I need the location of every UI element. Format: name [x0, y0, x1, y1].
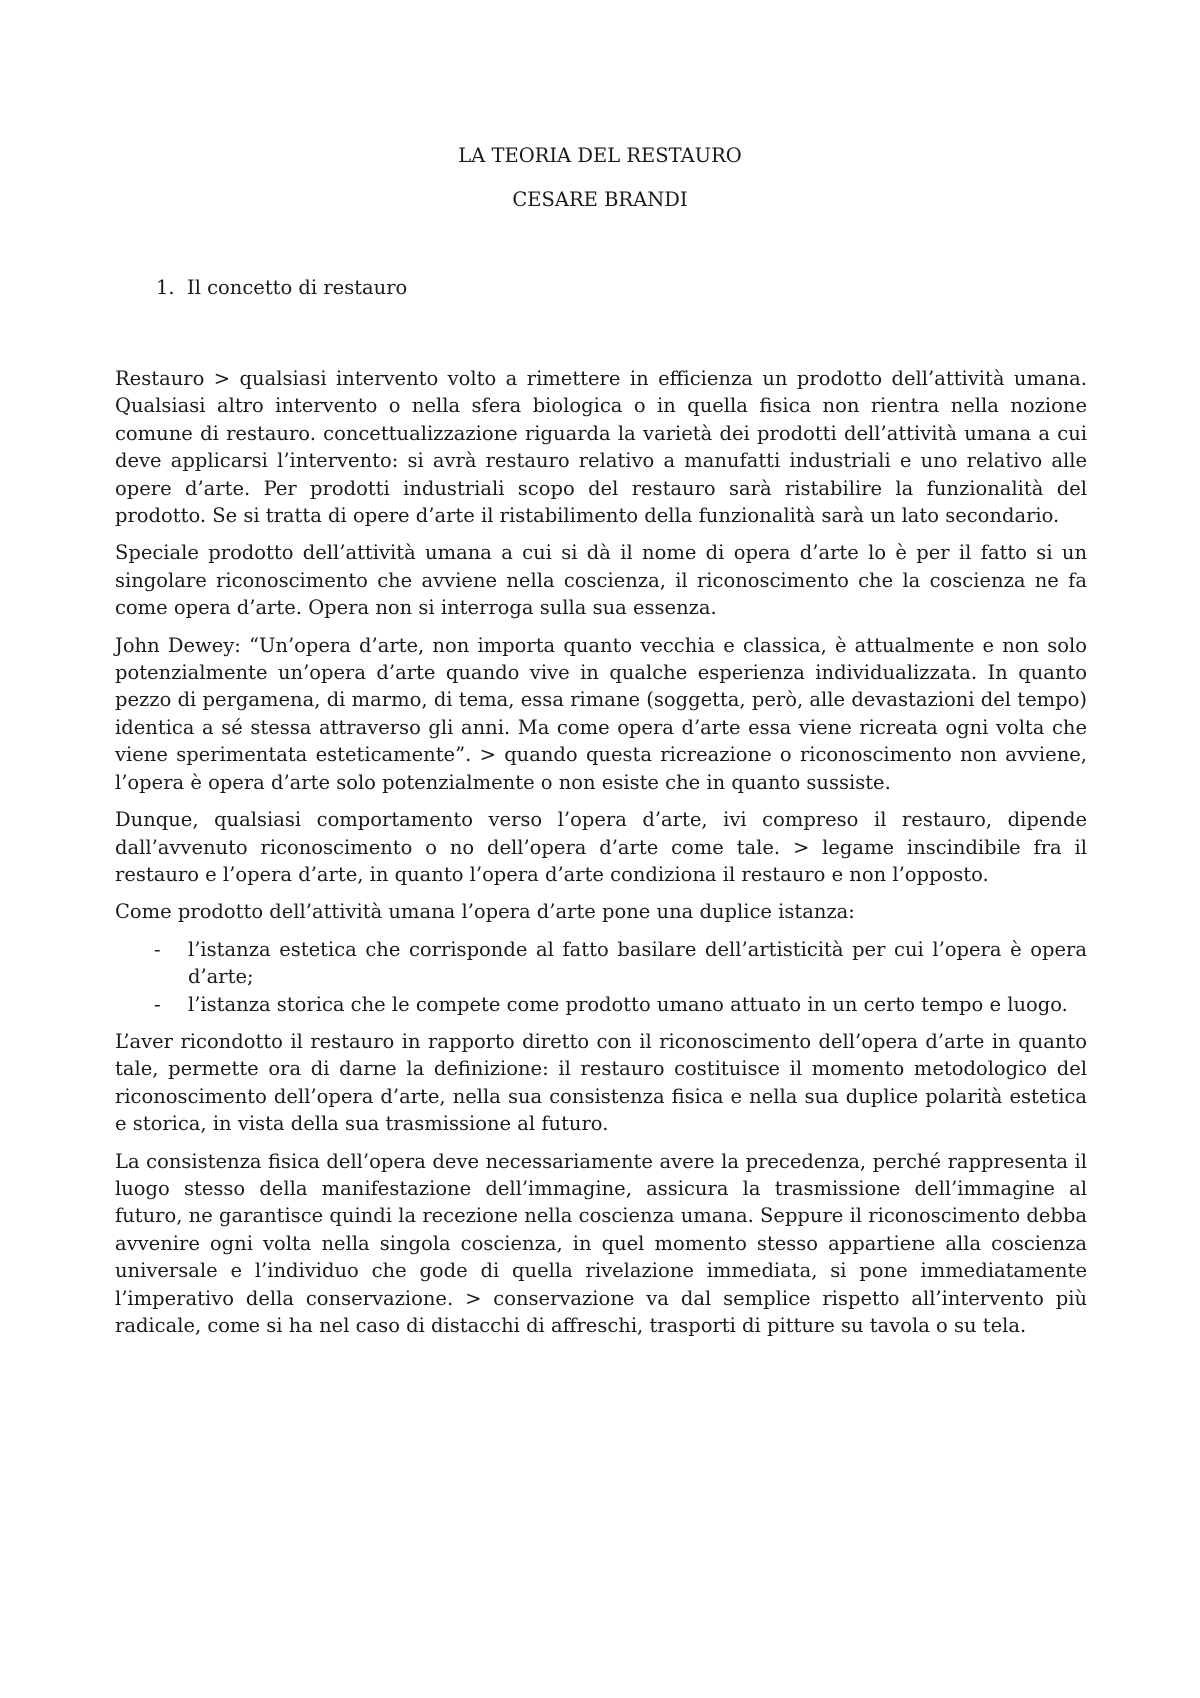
paragraph: Come prodotto dell’attività umana l’opera d’arte pone una duplice istanza: — [115, 900, 855, 924]
instance-list — [115, 936, 1087, 1018]
paragraph: Restauro > qualsiasi intervento volto a rimettere in efficienza un prodotto dell’attività umana. Qualsiasi altro intervento o nella sfera biologica o in quella fisica non rientra nella nozione comune di restauro. concettualizzazione riguarda la varietà dei prodotti dell’attività umana a cui deve applicarsi l’intervento: si avrà restauro relativo a manufatti industriali e uno relativo alle opere d’arte. Per prodotti industriali scopo del restauro sarà ristabilire la funzionalità del prodotto. Se si tratta di opere d’arte il ristabilimento della funzionalità sarà un lato secondario. — [115, 367, 1087, 528]
paragraph: Speciale prodotto dell’attività umana a cui si dà il nome di opera d’arte lo è per il fatto si un singolare riconoscimento che avviene nella coscienza, il riconoscimento che la coscienza ne fa come opera d’arte. Opera non si interroga sulla sua essenza. — [115, 541, 1087, 620]
document-author: CESARE BRANDI — [512, 188, 688, 211]
list-item — [115, 991, 1087, 1018]
list-marker: - — [154, 992, 161, 1016]
document-title: LA TEORIA DEL RESTAURO — [458, 144, 742, 167]
section-heading — [156, 275, 407, 301]
paragraph: Dunque, qualsiasi comportamento verso l’opera d’arte, ivi compreso il restauro, dipende dall’avvenuto riconoscimento o no dell’opera d’arte come tale. > legame inscindibile fra il restauro e l’opera d’arte, in quanto l’opera d’arte condiziona il restauro e non l’opposto. — [115, 808, 1087, 886]
list-item — [115, 936, 1087, 991]
list-marker: - — [154, 937, 161, 961]
paragraph: La consistenza fisica dell’opera deve necessariamente avere la precedenza, perché rappresenta il luogo stesso della manifestazione dell’immagine, assicura la trasmissione dell’immagine al futuro, ne garantisce quindi la recezione nella coscienza umana. Seppure il riconoscimento debba avvenire ogni volta nella singola coscienza, in quel momento stesso appartiene alla coscienza universale e l’individuo che gode di quella rivelazione immediata, si pone immediatamente l’imperativo della conservazione. > conservazione va dal semplice rispetto all’intervento più radicale, come si ha nel caso di distacchi di affreschi, trasporti di pitture su tavola o su tela. — [115, 1149, 1087, 1337]
paragraph: John Dewey: “Un’opera d’arte, non importa quanto vecchia e classica, è attualmente e non solo potenzialmente un’opera d’arte quando vive in qualche esperienza individualizzata. In quanto pezzo di pergamena, di marmo, di tema, essa rimane (soggetta, però, alle devastazioni del tempo) identica a sé stessa attraverso gli anni. Ma come opera d’arte essa viene ricreata ogni volta che viene sperimentata esteticamente”. > quando questa ricreazione o riconoscimento non avviene, l’opera è opera d’arte solo potenzialmente o non esiste che in quanto sussiste. — [115, 633, 1087, 794]
document-body — [115, 365, 1087, 1349]
section-title: Il concetto di restauro — [187, 276, 408, 299]
list-item-text: l’istanza storica che le compete come prodotto umano attuato in un certo tempo e luogo. — [188, 992, 1068, 1016]
paragraph: L’aver ricondotto il restauro in rapporto diretto con il riconoscimento dell’opera d’arte in quanto tale, permette ora di darne la definizione: il restauro costituisce il momento metodologico del riconoscimento dell’opera d’arte, nella sua consistenza fisica e nella sua duplice polarità estetica e storica, in vista della sua trasmissione al futuro. — [115, 1029, 1087, 1136]
list-item-text: l’istanza estetica che corrisponde al fatto basilare dell’artisticità per cui l’opera è opera d’arte; — [188, 937, 1087, 989]
section-number: 1. — [156, 276, 175, 299]
